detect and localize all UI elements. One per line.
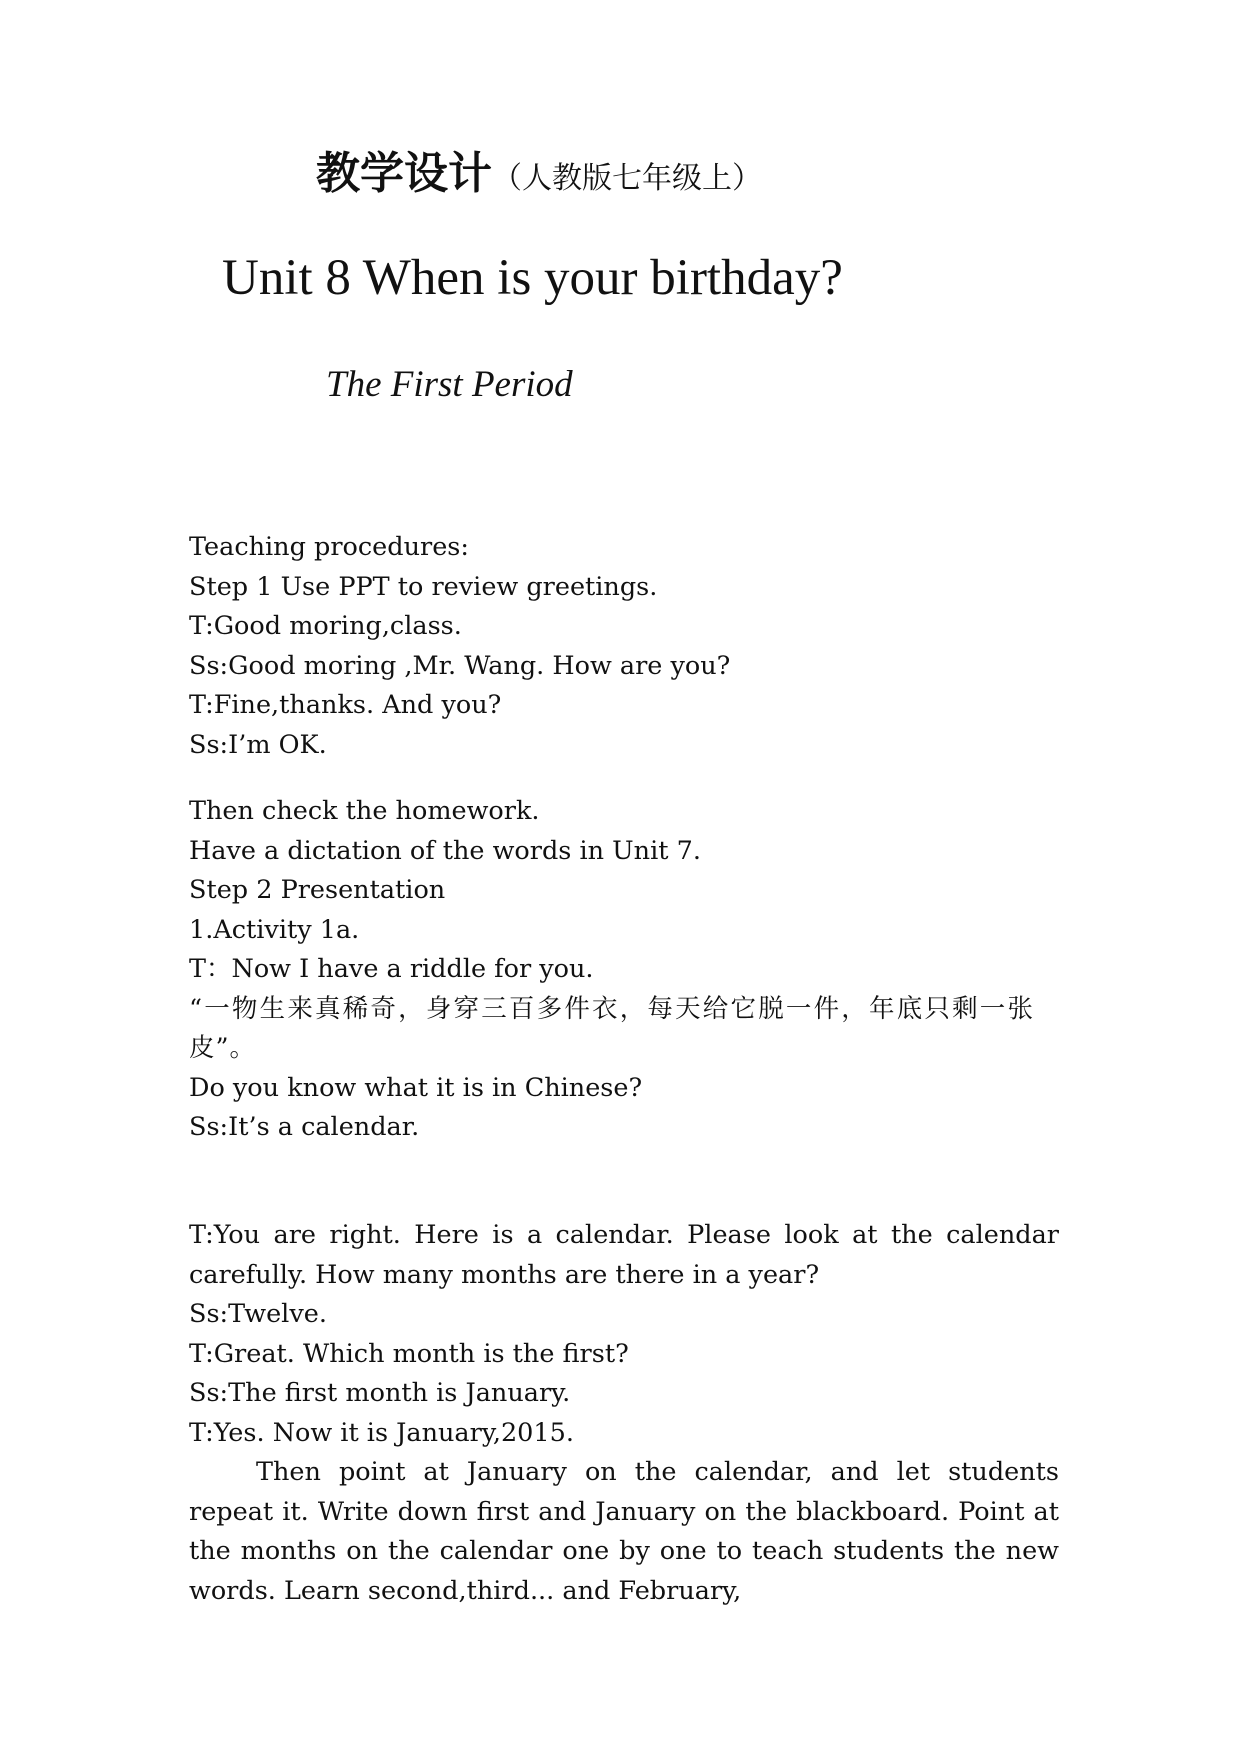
text-line: Have a dictation of the words in Unit 7.	[189, 835, 701, 866]
document-title	[316, 148, 762, 199]
text-line: Ss:Good moring ,Mr. Wang. How are you?	[189, 650, 731, 681]
text-line: Step 2 Presentation	[189, 875, 446, 905]
text-line: T:Yes. Now it is January,2015.	[189, 1417, 574, 1448]
text-line: T:Fine,thanks. And you?	[189, 690, 502, 720]
calendar-section	[189, 1216, 1059, 1611]
text-line: T:Good moring,class.	[189, 611, 462, 641]
unit-title: Unit 8 When is your birthday?	[222, 250, 843, 306]
riddle-text: “一物生来真稀奇，身穿三百多件衣，每天给它脱一件，年底只剩一张皮”。	[189, 993, 1034, 1063]
paragraph: T:You are right. Here is a calendar. Please look at the calendar carefully. How many months are there in a year?	[189, 1220, 1059, 1290]
text-line: Step 1 Use PPT to review greetings.	[189, 571, 658, 602]
text-line: T:Great. Which month is the first?	[189, 1338, 629, 1369]
text-line: 1.Activity 1a.	[189, 914, 360, 945]
text-line: Ss:The first month is January.	[189, 1378, 571, 1408]
text-line: Then check the homework.	[189, 796, 540, 826]
period-title: The First Period	[326, 364, 573, 405]
greetings-section	[189, 528, 1059, 765]
text-line: T：Now I have a riddle for you.	[189, 954, 594, 984]
presentation-section	[189, 792, 1059, 1148]
text-line: Ss:It’s a calendar.	[189, 1112, 420, 1142]
text-line: Teaching procedures:	[189, 532, 469, 562]
title-main: 教学设计	[316, 148, 492, 199]
paragraph: Then point at January on the calendar, and let students repeat it. Write down first and January on the blackboard. Point at the months on the calendar one by one to teach students the new words. Learn second,third... and February,	[189, 1457, 1059, 1606]
text-line: Do you know what it is in Chinese?	[189, 1072, 643, 1103]
title-subtitle: （人教版七年级上）	[492, 161, 762, 196]
text-line: Ss:Twelve.	[189, 1299, 327, 1329]
text-line: Ss:I’m OK.	[189, 729, 327, 760]
